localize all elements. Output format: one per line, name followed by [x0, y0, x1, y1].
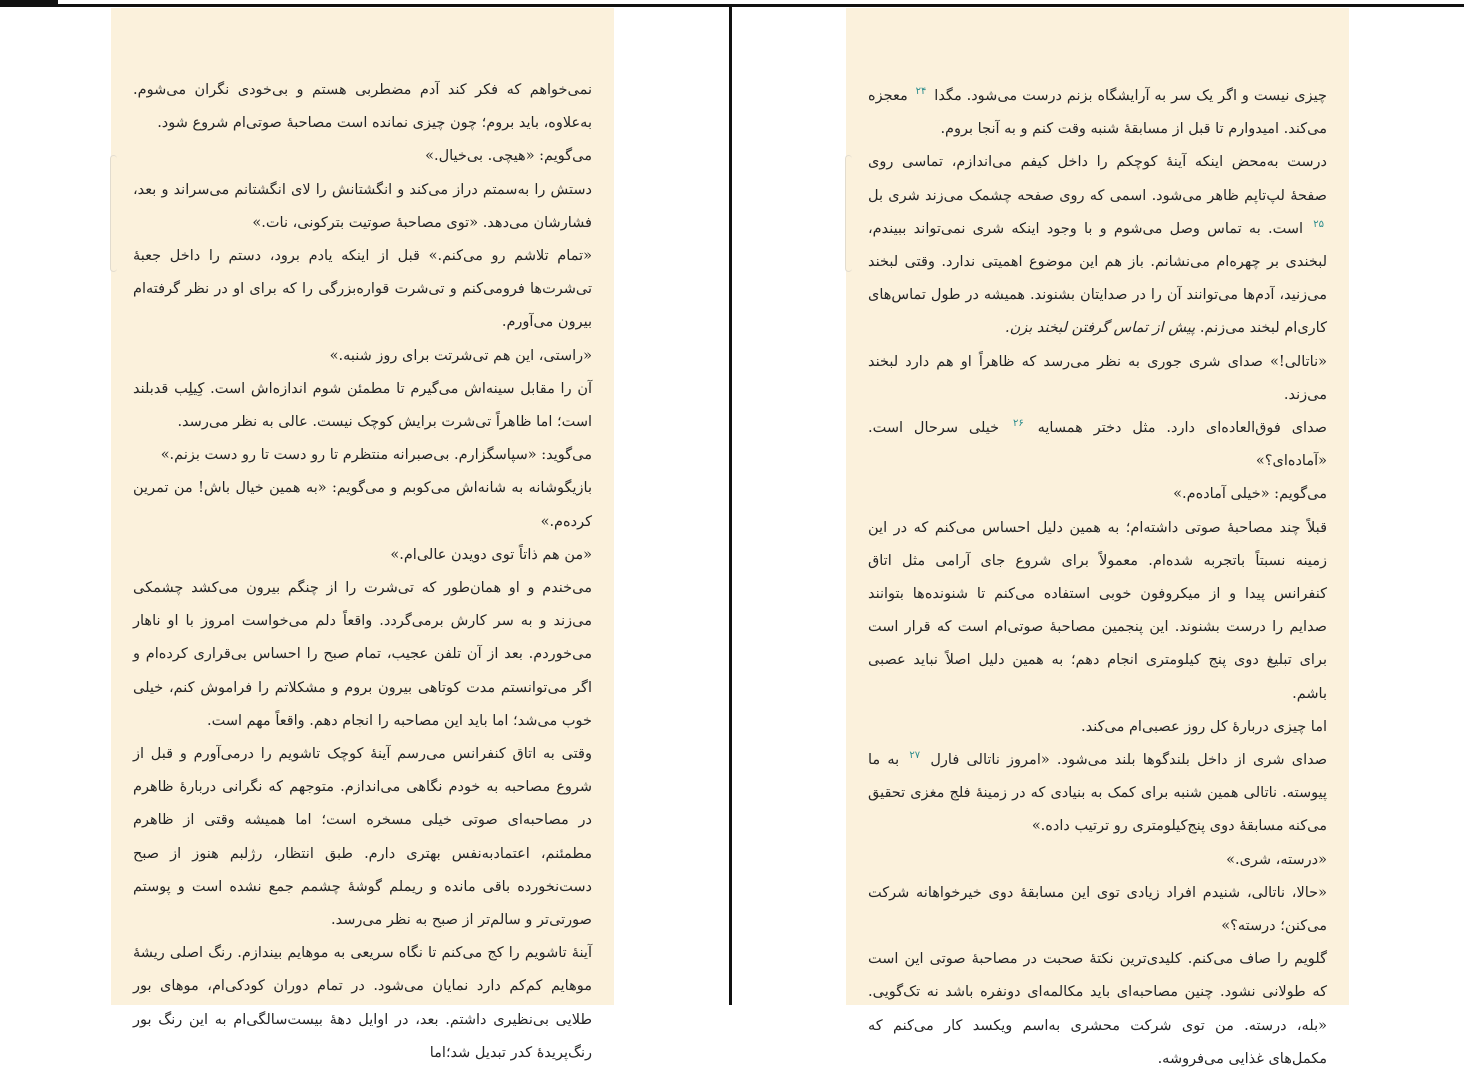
paragraph	[868, 412, 1327, 478]
paragraph: وقتی به اتاق کنفرانس می‌رسم آینهٔ کوچک تاشویم را درمی‌آورم و قبل از شروع مصاحبه به خودم نگاهی می‌اندازم. متوجهم که نگرانی دربارهٔ ظاهرم در مصاحبه‌ای صوتی خیلی مسخره است؛ اما همیشه وقتی از ظاهرم مطمئنم، اعتمادبه‌نفس بهتری دارم. طبق انتظار، رژلبم هنوز از صبح دست‌نخورده باقی مانده و ریملم گوشهٔ چشمم جمع نشده است و پوستم صورتی‌تر و سالم‌تر از صبح به نظر می‌رسد.	[133, 746, 592, 929]
top-bar	[0, 0, 1464, 8]
paragraph: آن را مقابل سینه‌اش می‌گیرم تا مطمئن شوم اندازه‌اش است. کِیلِب قدبلند است؛ اما ظاهراً تی‌شرت برایش کوچک نیست. عالی به نظر می‌رسد.	[133, 380, 592, 431]
paragraph-text: معجزه می‌کند. امیدوارم تا قبل از مسابقهٔ شنبه وقت کنم و به آنجا بروم.	[868, 88, 1327, 138]
footnote-link[interactable]: ۲۷	[909, 750, 921, 762]
paragraph: «حالا، ناتالی، شنیدم افراد زیادی توی این مسابقهٔ دوی خیرخواهانه شرکت می‌کنن؛ درسته؟»	[868, 884, 1327, 935]
footnote-link[interactable]: ۲۵	[1313, 218, 1324, 230]
paragraph: گلویم را صاف می‌کنم. کلیدی‌ترین نکتهٔ صحبت در مصاحبهٔ صوتی این است که طولانی نشود. چنین مصاحبه‌ای باید مکالمه‌ای دونفره باشد نه تک‌گویی. «بله، درسته. من توی شرکت محشری به‌اسم ویکسد کار می‌کنم که مکمل‌های غذایی می‌فروشه.	[868, 951, 1327, 1067]
paragraph	[868, 146, 1327, 345]
paragraph-text: چیزی نیست و اگر یک سر به آرایشگاه بزنم درست می‌شود. مگدا	[934, 88, 1327, 104]
paragraph: «راستی، این هم تی‌شرتت برای روز شنبه.»	[329, 347, 592, 364]
page-edge-left	[110, 155, 117, 272]
paragraph-text: درست به‌محض اینکه آینهٔ کوچکم را داخل کیفم می‌اندازم، تماسی روی صفحهٔ لپ‌تاپم ظاهر می‌شود. اسمی که روی صفحه چشمک می‌زند شری بل	[868, 154, 1327, 204]
paragraph: آینهٔ تاشویم را کج می‌کنم تا نگاه سریعی به موهایم بیندازم. رنگ اصلی ریشهٔ موهایم کم‌کم دارد نمایان می‌شود. در تمام دوران کودکی‌ام، موهای بور طلایی بی‌نظیری داشتم. بعد، در اوایل دههٔ بیست‌سالگی‌ام به این رنگ بور رنگ‌پریدهٔ کدر تبدیل شد؛اما	[133, 945, 592, 1061]
paragraph	[868, 744, 1327, 844]
paragraph-text: خیلی سرحال است. «آماده‌ای؟»	[868, 420, 1327, 470]
paragraph: اما چیزی دربارهٔ کل روز عصبی‌ام می‌کند.	[1080, 718, 1327, 735]
right-page-text	[868, 80, 1327, 1076]
page-edge-right	[845, 155, 852, 272]
italic-text: پیش از تماس گرفتن لبخند بزن.	[1005, 320, 1196, 337]
paragraph: «تمام تلاشم رو می‌کنم.» قبل از اینکه یادم برود، دستم را داخل جعبهٔ تی‌شرت‌ها فرومی‌کنم و تی‌شرت قواره‌بزرگی را که برای او در نظر گرفته‌ام بیرون می‌آورم.	[133, 248, 592, 331]
paragraph: می‌گویم: «خیلی آماده‌م.»	[1173, 486, 1327, 503]
left-page-text	[133, 74, 592, 1070]
paragraph: «درسته، شری.»	[1226, 851, 1327, 868]
paragraph: بازیگوشانه به شانه‌اش می‌کوبم و می‌گویم: «به همین خیال باش! من تمرین کرده‌م.»	[133, 480, 592, 530]
left-page[interactable]	[111, 8, 614, 1061]
paragraph: قبلاً چند مصاحبهٔ صوتی داشته‌ام؛ به همین دلیل احساس می‌کنم که در این زمینه نسبتاً باتجربه شده‌ام. معمولاً برای شروع جای آرامی مثل اتاق کنفرانس پیدا و از میکروفون خوبی استفاده می‌کنم تا شنونده‌ها بتوانند صدایم را درست بشنوند. این پنجمین مصاحبهٔ صوتی‌ام است که قرار است برای تبلیغ دوی پنج کیلومتری انجام دهم؛ به همین دلیل اصلاً نباید عصبی باشم.	[868, 519, 1327, 702]
paragraph-text: صدای شری از داخل بلندگوها بلند می‌شود. «امروز ناتالی فارل	[930, 752, 1328, 769]
top-bar-line	[0, 4, 1464, 7]
paragraph-text: است. به تماس وصل می‌شوم و با وجود اینکه شری نمی‌تواند ببیندم، لبخندی بر چهره‌ام می‌نشانم. باز هم این موضوع اهمیتی ندارد. وقتی لبخند می‌زنید، آدم‌ها می‌توانند آن را در صدایتان بشنوند. همیشه در طول تماس‌های کاری‌ام لبخند می‌زنم.	[868, 220, 1327, 337]
paragraph	[868, 80, 1327, 146]
paragraph: می‌گوید: «سپاسگزارم. بی‌صبرانه منتظرم تا رو دست تا رو دست بزنم.»	[160, 447, 592, 464]
paragraph-text: صدای فوق‌العاده‌ای دارد. مثل دختر همسایه	[1037, 420, 1327, 437]
paragraph: می‌گویم: «هیچی. بی‌خیال.»	[425, 148, 592, 165]
footnote-link[interactable]: ۲۶	[1012, 418, 1024, 430]
paragraph-text: به ما پیوسته. ناتالی همین شنبه برای کمک به بنیادی که در زمینهٔ فلج مغزی تحقیق می‌کنه مسابقهٔ دوی پنج‌کیلومتری رو ترتیب داده.»	[868, 752, 1327, 835]
paragraph: «من هم ذاتاً توی دویدن عالی‌ام.»	[390, 546, 592, 563]
spread-divider	[729, 6, 732, 1005]
paragraph: «ناتالی!» صدای شری جوری به نظر می‌رسد که ظاهراً او هم دارد لبخند می‌زند.	[868, 353, 1327, 403]
footnote-link[interactable]: ۲۴	[915, 86, 927, 98]
paragraph: نمی‌خواهم که فکر کند آدم مضطربی هستم و بی‌خودی نگران می‌شوم. به‌علاوه، باید بروم؛ چون چیزی نمانده است مصاحبهٔ صوتی‌ام شروع شود.	[133, 82, 592, 132]
paragraph: دستش را به‌سمتم دراز می‌کند و انگشتانش را لای انگشتانم می‌سراند و بعد، فشارشان می‌دهد. «توی مصاحبهٔ صوتیت بترکونی، نات.»	[133, 181, 592, 231]
paragraph: می‌خندم و او همان‌طور که تی‌شرت را از چنگم بیرون می‌کشد چشمکی می‌زند و به سر کارش برمی‌گردد. واقعاً دلم می‌خواست امروز با او ناهار می‌خوردم. بعد از آن تلفن عجیب، تمام صبح را احساس بی‌قراری کرده‌ام و اگر می‌توانستم مدت کوتاهی بیرون بروم و مشکلاتم را فراموش کنم، خیلی خوب می‌شد؛ اما باید این مصاحبه را انجام دهم. واقعاً مهم است.	[133, 580, 592, 729]
right-page[interactable]	[846, 8, 1349, 1067]
top-bar-notch	[0, 0, 58, 4]
